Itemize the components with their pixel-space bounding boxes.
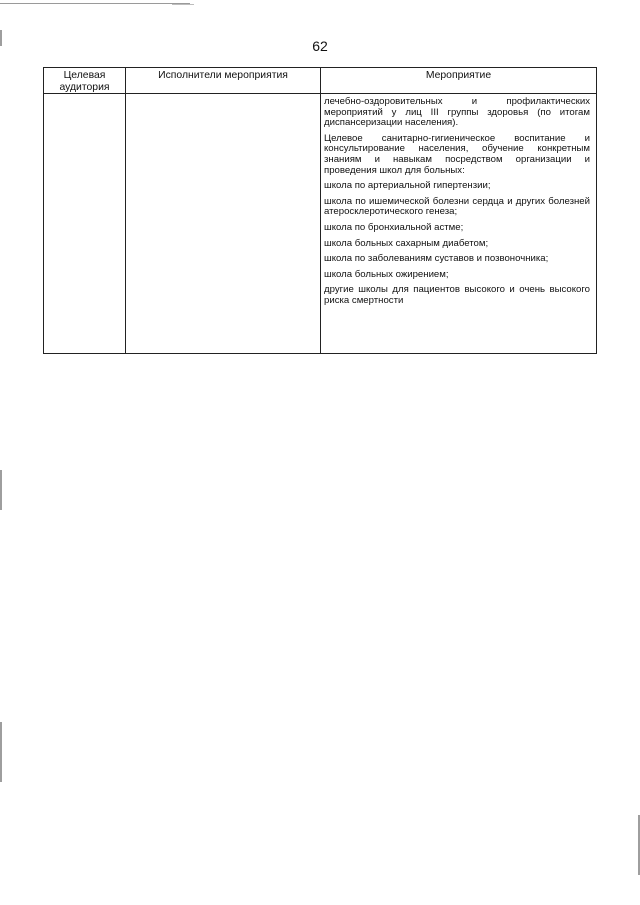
measure-paragraph: школа по бронхиальной астме; bbox=[324, 221, 464, 233]
header-measure: Мероприятие bbox=[321, 68, 597, 94]
measure-paragraph: школа больных сахарным диабетом; bbox=[324, 237, 489, 249]
measure-paragraph: школа по артериальной гипертензии; bbox=[324, 180, 491, 192]
cell-audience bbox=[44, 94, 126, 354]
page-number: 62 bbox=[312, 38, 328, 54]
measure-paragraph: лечебно-оздоровительных и профилактических мероприятий у лиц III группы здоровья (по итогам диспансеризации населения). bbox=[324, 96, 590, 129]
scan-edge-mark bbox=[0, 470, 2, 510]
cell-executors bbox=[126, 94, 321, 354]
measures-table bbox=[43, 67, 597, 354]
cell-measure bbox=[321, 94, 597, 354]
scan-edge-line-fragment bbox=[172, 4, 194, 5]
measure-paragraph: школа по заболеваниям суставов и позвоночника; bbox=[324, 253, 549, 265]
measure-paragraph: Целевое санитарно-гигиеническое воспитание и консультирование населения, обучение конкретным знаниям и навыкам посредством организации и проведения школ для больных: bbox=[324, 132, 590, 176]
measure-paragraph: школа больных ожирением; bbox=[324, 268, 449, 280]
header-audience: Целевая аудитория bbox=[44, 68, 126, 94]
header-executors: Исполнители мероприятия bbox=[126, 68, 321, 94]
table-row bbox=[44, 94, 597, 354]
scan-edge-line bbox=[0, 3, 190, 4]
measure-paragraph: школа по ишемической болезни сердца и других болезней атеросклеротического генеза; bbox=[324, 195, 590, 218]
table-header-row bbox=[44, 68, 597, 94]
scan-edge-mark bbox=[0, 722, 2, 782]
measure-paragraph: другие школы для пациентов высокого и очень высокого риска смертности bbox=[324, 284, 590, 306]
